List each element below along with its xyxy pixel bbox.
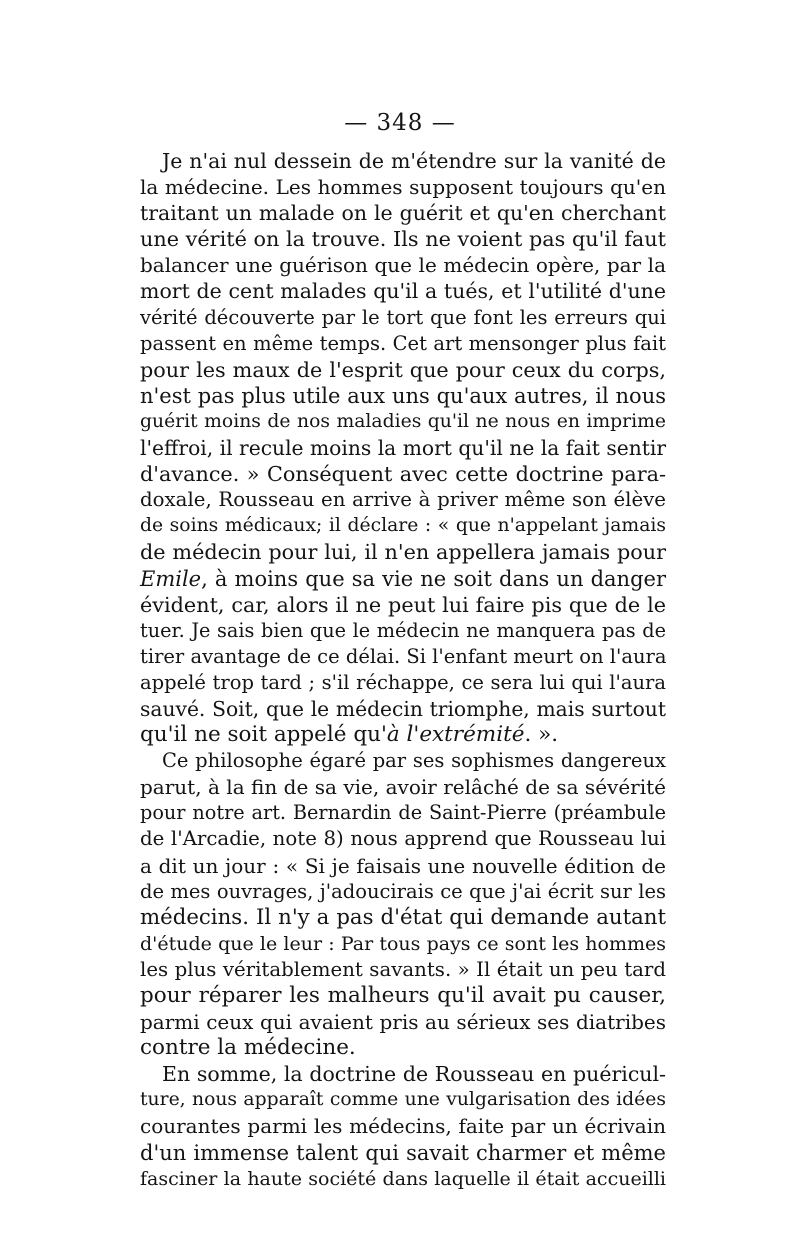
text-line: de mes ouvrages, j'adoucirais ce que j'ai écrit sur les xyxy=(140,879,666,903)
text-line: d'avance. » Conséquent avec cette doctrine para- xyxy=(140,462,666,487)
text-line: qu'il ne soit appelé qu'à l'extrémité. ». xyxy=(140,722,559,748)
text-line: fasciner la haute société dans laquelle il était accueilli xyxy=(140,1167,666,1190)
text-line: les plus véritablement savants. » Il était un peu tard xyxy=(140,957,666,981)
text-line: tuer. Je sais bien que le médecin ne manquera pas de xyxy=(140,618,666,642)
text-line: n'est pas plus utile aux uns qu'aux autres, il nous xyxy=(140,383,666,408)
text-line: doxale, Rousseau en arrive à priver même son élève xyxy=(140,488,666,512)
text-line: Emile, à moins que sa vie ne soit dans un danger xyxy=(140,566,666,591)
text-line: médecins. Il n'y a pas d'état qui demande autant xyxy=(140,904,666,930)
page-number: — 348 — xyxy=(344,110,456,136)
text-line: mort de cent malades qu'il a tués, et l'utilité d'une xyxy=(140,279,666,304)
text-line: la médecine. Les hommes supposent toujours qu'en xyxy=(140,175,666,200)
italic-word: Emile xyxy=(140,566,202,591)
text-line: évident, car, alors il ne peut lui faire pis que de le xyxy=(140,592,666,617)
text-line: En somme, la doctrine de Rousseau en puéricul- xyxy=(162,1062,666,1087)
italic-word: à l'extrémité xyxy=(386,722,525,748)
text-line: balancer une guérison que le médecin opère, par la xyxy=(140,253,666,278)
text-line: d'un immense talent qui savait charmer et même xyxy=(140,1140,666,1165)
text-line: pour réparer les malheurs qu'il avait pu causer, xyxy=(140,983,666,1008)
text-line: passent en même temps. Cet art mensonger plus fait xyxy=(140,331,666,355)
text-line: a dit un jour : « Si je faisais une nouvelle édition de xyxy=(140,853,666,878)
text-line: contre la médecine. xyxy=(140,1035,356,1061)
text-line: ture, nous apparaît comme une vulgarisation des idées xyxy=(140,1089,666,1111)
text-line: l'effroi, il recule moins la mort qu'il ne la fait sentir xyxy=(140,436,667,461)
text-line: pour les maux de l'esprit que pour ceux du corps, xyxy=(140,357,666,382)
text-line: traitant un malade on le guérit et qu'en cherchant xyxy=(140,201,666,226)
text-line: pour notre art. Bernardin de Saint-Pierre (préambule xyxy=(140,801,666,825)
text-line: parut, à la fin de sa vie, avoir relâché de sa sévérité xyxy=(140,775,666,800)
text-line: courantes parmi les médecins, faite par un écrivain xyxy=(140,1114,666,1139)
text-line: de soins médicaux; il déclare : « que n'appelant jamais xyxy=(140,515,666,537)
text-line: appelé trop tard ; s'il réchappe, ce sera lui qui l'aura xyxy=(140,670,666,694)
text-line: Ce philosophe égaré par ses sophismes dangereux xyxy=(162,749,666,773)
text-line: une vérité on la trouve. Ils ne voient pas qu'il faut xyxy=(140,227,666,252)
text-line: de l'Arcadie, note 8) nous apprend que Rousseau lui xyxy=(140,827,666,851)
text-line: tirer avantage de ce délai. Si l'enfant meurt on l'aura xyxy=(140,644,667,668)
text-line: guérit moins de nos maladies qu'il ne nous en imprime xyxy=(140,410,666,432)
text-line: sauvé. Soit, que le médecin triomphe, mais surtout xyxy=(140,696,666,721)
text-line: d'étude que le leur : Par tous pays ce sont les hommes xyxy=(140,932,666,955)
text-line: parmi ceux qui avaient pris au sérieux ses diatribes xyxy=(140,1010,666,1035)
body-text xyxy=(140,148,666,1192)
text-line: vérité découverte par le tort que font les erreurs qui xyxy=(140,305,666,329)
text-line: de médecin pour lui, il n'en appellera jamais pour xyxy=(140,540,666,565)
text-line: Je n'ai nul dessein de m'étendre sur la vanité de xyxy=(162,149,666,173)
